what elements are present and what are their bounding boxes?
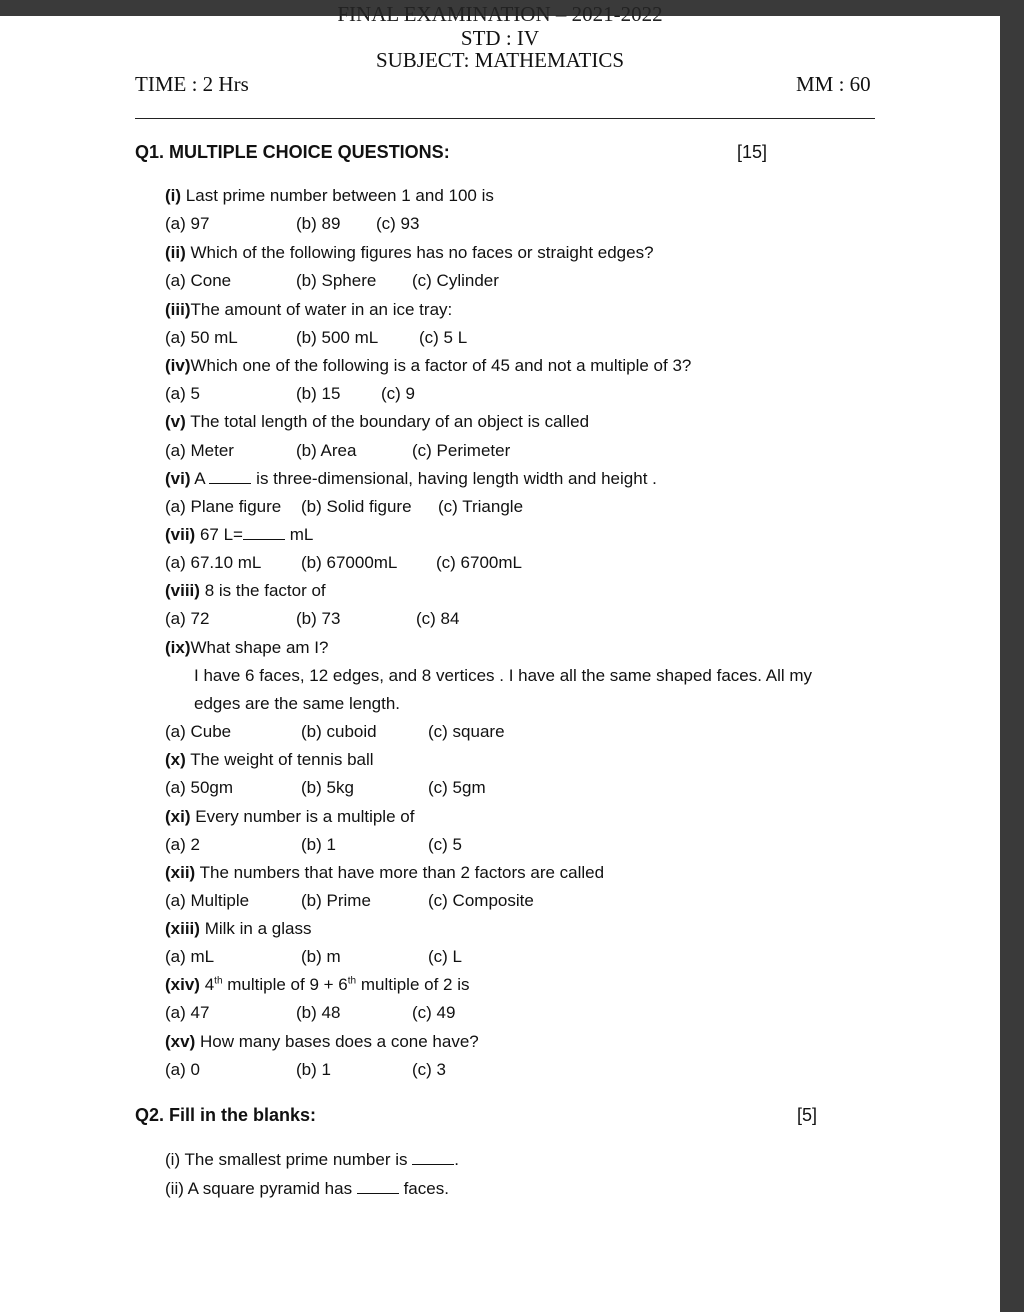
option-a: (a) 47: [165, 1003, 210, 1022]
option-c: (c) Triangle: [438, 497, 524, 516]
option-c: (c) 84: [416, 609, 460, 628]
question-viii: (viii) 8 is the factor of: [165, 581, 326, 600]
option-a: (a) 67.10 mL: [165, 553, 262, 572]
fill-blank-i: (i) The smallest prime number is .: [165, 1150, 459, 1169]
exam-title: FINAL EXAMINATION – 2021-2022: [337, 2, 663, 26]
option-b: (b) 5kg: [301, 778, 354, 797]
option-a: (a) Cone: [165, 271, 232, 290]
option-a: (a) 50gm: [165, 778, 234, 797]
answer-blank: [209, 469, 251, 484]
option-a: (a) Plane figure: [165, 497, 282, 516]
option-c: (c) 3: [412, 1060, 446, 1079]
option-c: (c) 49: [412, 1003, 456, 1022]
question-v: (v) The total length of the boundary of an object is called: [165, 412, 590, 431]
option-a: (a) 50 mL: [165, 328, 238, 347]
option-c: (c) 93: [376, 214, 420, 233]
subject-label: SUBJECT: MATHEMATICS: [375, 48, 625, 72]
answer-blank: [412, 1150, 454, 1165]
question-iv: (iv)Which one of the following is a factor of 45 and not a multiple of 3?: [165, 356, 692, 375]
option-c: (c) 5gm: [428, 778, 486, 797]
option-c: (c) 6700mL: [436, 553, 522, 572]
option-c: (c) Perimeter: [412, 441, 511, 460]
answer-blank: [357, 1179, 399, 1194]
option-b: (b) 500 mL: [296, 328, 379, 347]
question-i: (i) Last prime number between 1 and 100 is: [165, 186, 494, 205]
q2-title: Q2. Fill in the blanks:: [135, 1105, 317, 1125]
header-divider: [135, 118, 875, 119]
option-c: (c) 5 L: [419, 328, 468, 347]
question-ix: (ix)What shape am I?: [165, 638, 329, 657]
question-xiii: (xiii) Milk in a glass: [165, 919, 312, 938]
option-a: (a) 72: [165, 609, 210, 628]
option-c: (c) 9: [381, 384, 415, 403]
option-a: (a) 5: [165, 384, 200, 403]
option-b: (b) 1: [296, 1060, 331, 1079]
fill-blank-ii: (ii) A square pyramid has faces.: [165, 1179, 449, 1198]
q1-title: Q1. MULTIPLE CHOICE QUESTIONS:: [135, 142, 450, 162]
question-xiv: (xiv) 4th multiple of 9 + 6th multiple of 2 is: [165, 975, 470, 994]
option-b: (b) cuboid: [301, 722, 377, 741]
question-xii: (xii) The numbers that have more than 2 factors are called: [165, 863, 605, 882]
max-marks-label: MM : 60: [796, 72, 871, 96]
option-c: (c) 5: [428, 835, 462, 854]
option-c: (c) Composite: [428, 891, 534, 910]
question-x: (x) The weight of tennis ball: [165, 750, 374, 769]
question-ix-detail: edges are the same length.: [194, 694, 401, 713]
option-a: (a) 97: [165, 214, 210, 233]
option-a: (a) Meter: [165, 441, 234, 460]
option-a: (a) 0: [165, 1060, 200, 1079]
question-ii: (ii) Which of the following figures has no faces or straight edges?: [165, 243, 654, 262]
time-label: TIME : 2 Hrs: [135, 72, 249, 96]
right-scroll-area: [1000, 0, 1024, 1312]
option-b: (b) Solid figure: [301, 497, 412, 516]
option-b: (b) m: [301, 947, 341, 966]
option-a: (a) Multiple: [165, 891, 250, 910]
answer-blank: [243, 525, 285, 540]
question-iii: (iii)The amount of water in an ice tray:: [165, 300, 453, 319]
option-a: (a) Cube: [165, 722, 232, 741]
option-b: (b) Prime: [301, 891, 371, 910]
option-c: (c) square: [428, 722, 505, 741]
q2-marks: [5]: [797, 1105, 818, 1125]
option-b: (b) 15: [296, 384, 341, 403]
question-vi: (vi) A is three-dimensional, having length width and height .: [165, 469, 657, 488]
option-b: (b) 1: [301, 835, 336, 854]
option-b: (b) 48: [296, 1003, 341, 1022]
option-b: (b) 89: [296, 214, 341, 233]
std-label: STD : IV: [460, 26, 540, 50]
q1-marks: [15]: [737, 142, 768, 162]
option-c: (c) Cylinder: [412, 271, 499, 290]
option-a: (a) 2: [165, 835, 200, 854]
question-vii: (vii) 67 L= mL: [165, 525, 314, 544]
option-b: (b) 73: [296, 609, 341, 628]
question-xv: (xv) How many bases does a cone have?: [165, 1032, 479, 1051]
option-c: (c) L: [428, 947, 462, 966]
option-b: (b) Sphere: [296, 271, 377, 290]
option-b: (b) 67000mL: [301, 553, 398, 572]
option-b: (b) Area: [296, 441, 357, 460]
option-a: (a) mL: [165, 947, 215, 966]
question-ix-detail: I have 6 faces, 12 edges, and 8 vertices . I have all the same shaped faces. All my: [194, 666, 813, 685]
question-xi: (xi) Every number is a multiple of: [165, 807, 415, 826]
